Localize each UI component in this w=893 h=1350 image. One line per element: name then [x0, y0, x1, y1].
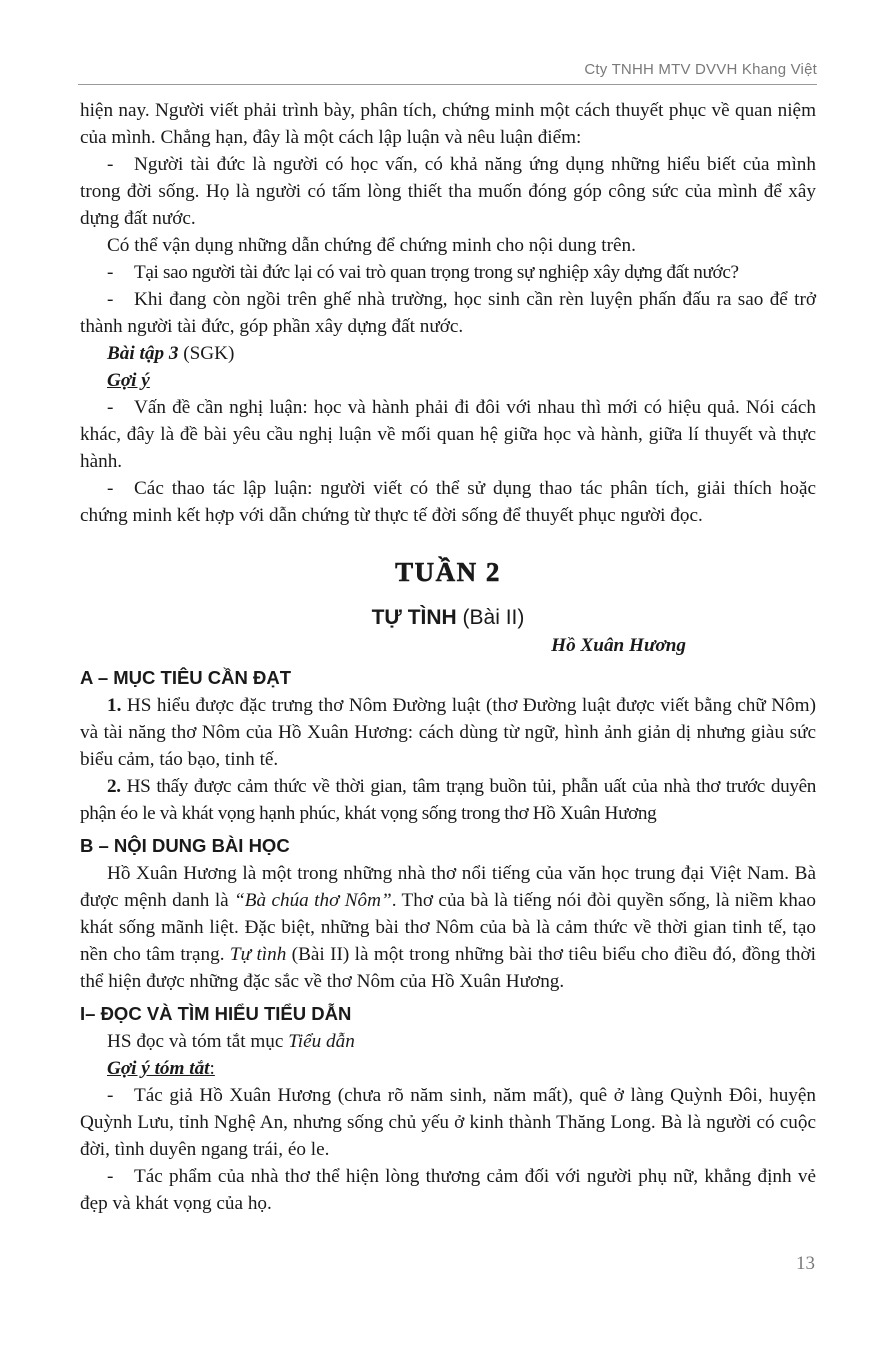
bullet-operations: - Các thao tác lập luận: người viết có thể sử dụng thao tác phân tích, giải thích hoặc chứng minh kết hợp với dẫn chứng từ thực tế đời sống để thuyết phục người đọc. [80, 478, 816, 526]
bullet-question-role: - Tại sao người tài đức lại có vai trò quan trọng trong sự nghiệp xây dựng đất nước? [107, 262, 739, 283]
bullet-issue: - Vấn đề cần nghị luận: học và hành phải đi đôi với nhau thì mới có hiệu quả. Nói cách khác, đây là đề bài yêu cầu nghị luận về mối quan hệ giữa học và hành, giữa lí thuyết và thực hành. [80, 397, 816, 472]
publisher-name: Cty TNHH MTV DVVH Khang Việt [584, 61, 817, 78]
bullet-works: - Tác phẩm của nhà thơ thể hiện lòng thương cảm đối với người phụ nữ, khẳng định vẻ đẹp và khát vọng của họ. [80, 1166, 816, 1214]
bullet-author-bio: - Tác giả Hồ Xuân Hương (chưa rõ năm sinh, năm mất), quê ở làng Quỳnh Đôi, huyện Quỳnh Lưu, tỉnh Nghệ An, nhưng sống chủ yếu ở kinh thành Thăng Long. Bà là người có cuộc đời, tình duyên ngang trái, éo le. [80, 1085, 816, 1160]
lesson-author: Hồ Xuân Hương [551, 635, 686, 656]
page-number: 13 [796, 1253, 815, 1274]
paragraph-continued: hiện nay. Người viết phải trình bày, phân tích, chứng minh một cách thuyết phục về quan niệm của mình. Chẳng hạn, đây là một cách lập luận và nêu luận điểm: [80, 100, 816, 148]
lesson-intro-paragraph: Hồ Xuân Hương là một trong những nhà thơ nổi tiếng của văn học trung đại Việt Nam. Bà được mệnh danh là “Bà chúa thơ Nôm”. Thơ của bà là tiếng nói đòi quyền sống, là niềm khao khát sống mãnh liệt. Đặc biệt, những bài thơ Nôm của bà là cảm thức về thời gian tinh tế, tạo nền cho tâm trạng. Tự tình (Bài II) là một trong những bài thơ tiêu biểu cho điều đó, đồng thời thể hiện được những đặc sắc về thơ Nôm của Hồ Xuân Hương. [80, 863, 816, 992]
bullet-question-school: - Khi đang còn ngồi trên ghế nhà trường, học sinh cần rèn luyện phấn đấu ra sao để trở thành người tài đức, góp phần xây dựng đất nước. [80, 289, 816, 337]
objective-1: 1. HS hiểu được đặc trưng thơ Nôm Đường luật (thơ Đường luật được viết bằng chữ Nôm) và tài năng thơ Nôm của Hồ Xuân Hương: cách dùng từ ngữ, hình ảnh giản dị nhưng giàu sức biểu cảm, táo bạo, tinh tế. [80, 695, 816, 770]
objective-2: 2. HS thấy được cảm thức về thời gian, tâm trạng buồn tủi, phẫn uất của nhà thơ trước duyên phận éo le và khát vọng hạnh phúc, khát vọng sống trong thơ Hồ Xuân Hương [80, 776, 817, 824]
running-header [78, 56, 817, 85]
week-heading: TUẦN 2 [395, 557, 501, 587]
paragraph-evidence: Có thể vận dụng những dẫn chứng để chứng minh cho nội dung trên. [107, 235, 636, 256]
reading-instruction: HS đọc và tóm tắt mục Tiểu dẫn [107, 1031, 355, 1052]
section-b-heading: B – NỘI DUNG BÀI HỌC [80, 835, 290, 856]
bullet-talent: - Người tài đức là người có học vấn, có khả năng ứng dụng những hiểu biết của mình trong đời sống. Họ là người có tấm lòng thiết tha muốn đóng góp công sức của mình để xây dựng đất nước. [80, 154, 816, 229]
page-body [80, 97, 816, 1217]
exercise-label: Bài tập 3 (SGK) [107, 343, 235, 364]
lesson-title: TỰ TÌNH (Bài II) [371, 606, 525, 629]
hint-label: Gợi ý [107, 370, 150, 391]
section-i-heading: I– ĐỌC VÀ TÌM HIỂU TIỂU DẪN [80, 1003, 352, 1024]
section-a-heading: A – MỤC TIÊU CẦN ĐẠT [80, 667, 292, 688]
summary-hint-label: Gợi ý tóm tắt: [107, 1058, 215, 1079]
